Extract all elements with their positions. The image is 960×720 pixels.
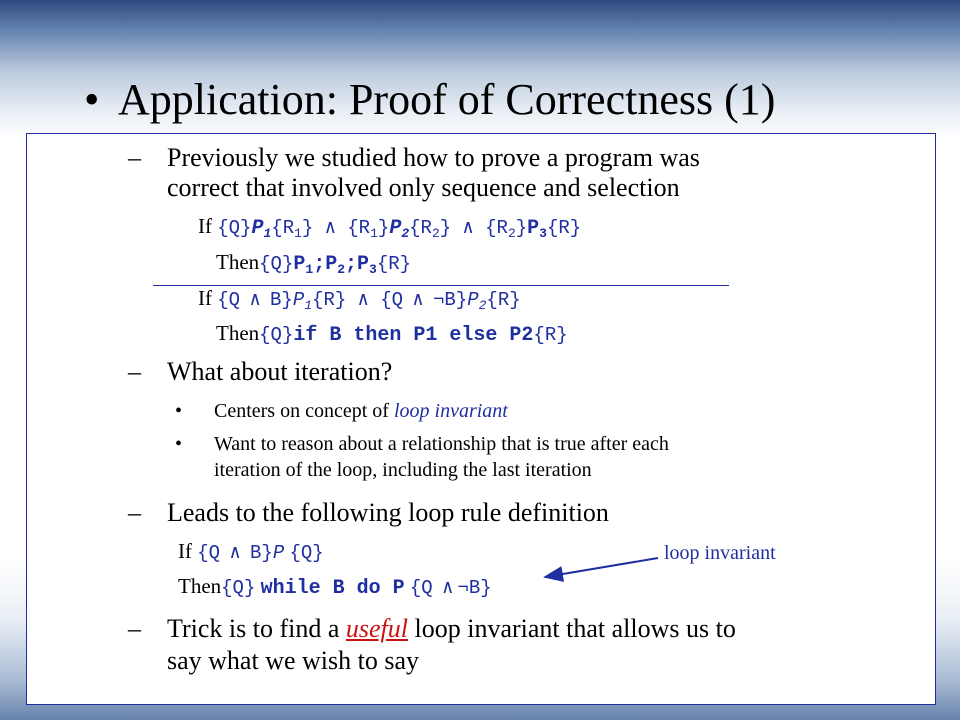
formula-subscript: 3 — [369, 262, 377, 277]
formula-program: if B then P1 else P2 — [293, 324, 534, 347]
formula-program: while B do P — [260, 577, 405, 600]
formula-part: {Q} — [221, 577, 256, 599]
then-keyword: Then — [178, 574, 222, 598]
formula-part: } — [515, 217, 528, 239]
formula-part: ¬B} — [432, 289, 468, 311]
formula-part: } — [301, 217, 314, 239]
formula-part: } — [377, 217, 390, 239]
dash-point-1: – — [128, 143, 141, 172]
if-keyword: If — [198, 214, 212, 238]
and-symbol: ∧ — [462, 217, 474, 239]
formula-part: {Q — [217, 289, 241, 311]
point-4-text: Trick is to find a — [167, 614, 346, 643]
point-1-line-1: Previously we studied how to prove a program was — [167, 143, 700, 172]
and-symbol: ∧ — [249, 289, 261, 311]
formula-part: B} — [250, 542, 273, 564]
and-symbol: ∧ — [412, 289, 424, 311]
formula-program: P — [293, 253, 306, 276]
formula-part: {R — [485, 217, 508, 239]
loop-invariant-annotation: loop invariant — [664, 542, 776, 564]
sub-point-1-text: Centers on concept of — [214, 400, 394, 422]
formula-part: {Q} — [259, 253, 294, 275]
formula-part: {R} — [376, 253, 412, 275]
point-3-text: Leads to the following loop rule definition — [167, 498, 609, 527]
point-4-line-2: say what we wish to say — [167, 646, 420, 675]
sub-point-1-emphasis: loop invariant — [393, 400, 508, 422]
formula-part: {Q} — [259, 324, 294, 346]
formula-subscript: 2 — [507, 226, 516, 241]
formula-program: P — [272, 542, 285, 564]
formula-program: P — [292, 289, 305, 311]
point-4-emphasis: useful — [345, 614, 408, 643]
if-keyword: If — [178, 539, 192, 563]
title-bullet: • — [84, 75, 100, 124]
formula-part: {R — [347, 217, 371, 239]
formula-program: P — [467, 289, 479, 311]
and-symbol: ∧ — [324, 217, 337, 239]
formula-program: ;P — [345, 253, 370, 276]
formula-part: {R} — [546, 217, 582, 239]
formula-subscript: 1 — [370, 226, 378, 241]
formula-part: {R} — [533, 324, 568, 346]
formula-part: {Q — [409, 577, 433, 599]
formula-part: {R — [271, 217, 295, 239]
if-keyword: If — [198, 286, 212, 310]
formula-part: {R} — [312, 289, 347, 311]
then-keyword: Then — [216, 321, 260, 345]
formula-subscript: 2 — [478, 298, 487, 313]
point-2-text: What about iteration? — [167, 357, 393, 386]
formula-subscript: 1 — [294, 226, 302, 241]
formula-part: {R — [409, 217, 432, 239]
formula-program: P — [527, 217, 540, 240]
title-text: Application: Proof of Correctness (1) — [118, 75, 776, 124]
formula-part: {Q} — [217, 217, 252, 239]
and-symbol: ∧ — [357, 289, 369, 311]
formula-subscript: 2 — [431, 226, 440, 241]
sub-point-2-line-2: iteration of the loop, including the last iteration — [214, 459, 592, 481]
formula-program: P — [251, 217, 264, 240]
formula-part: ¬B} — [457, 577, 492, 599]
then-keyword: Then — [216, 250, 260, 274]
formula-part: {Q — [380, 289, 404, 311]
dash-point-3: – — [128, 498, 141, 527]
formula-subscript: 1 — [304, 298, 313, 313]
sub-point-2-line-1: Want to reason about a relationship that is true after each — [214, 433, 669, 455]
formula-subscript: 1 — [263, 226, 272, 241]
formula-part: } — [439, 217, 452, 239]
dash-point-2: – — [128, 357, 141, 386]
and-symbol: ∧ — [441, 577, 454, 599]
formula-subscript: 1 — [305, 262, 314, 277]
formula-part: {Q} — [289, 542, 324, 564]
point-1-line-2: correct that involved only sequence and selection — [167, 173, 680, 202]
formula-program: ;P — [313, 253, 338, 276]
formula-part: {R} — [486, 289, 521, 311]
and-symbol: ∧ — [229, 542, 241, 564]
point-4-text: loop invariant that allows us to — [408, 614, 736, 643]
formula-program: P — [389, 217, 402, 240]
sub-bullet-2: • — [175, 433, 183, 455]
sub-bullet-1: • — [175, 400, 183, 422]
formula-part: B} — [270, 289, 293, 311]
formula-subscript: 2 — [337, 262, 346, 277]
dash-point-4: – — [128, 614, 141, 643]
point-4-line-1 — [167, 613, 736, 645]
formula-subscript: 3 — [539, 226, 547, 241]
formula-subscript: 2 — [401, 226, 410, 241]
formula-part: {Q — [197, 542, 221, 564]
